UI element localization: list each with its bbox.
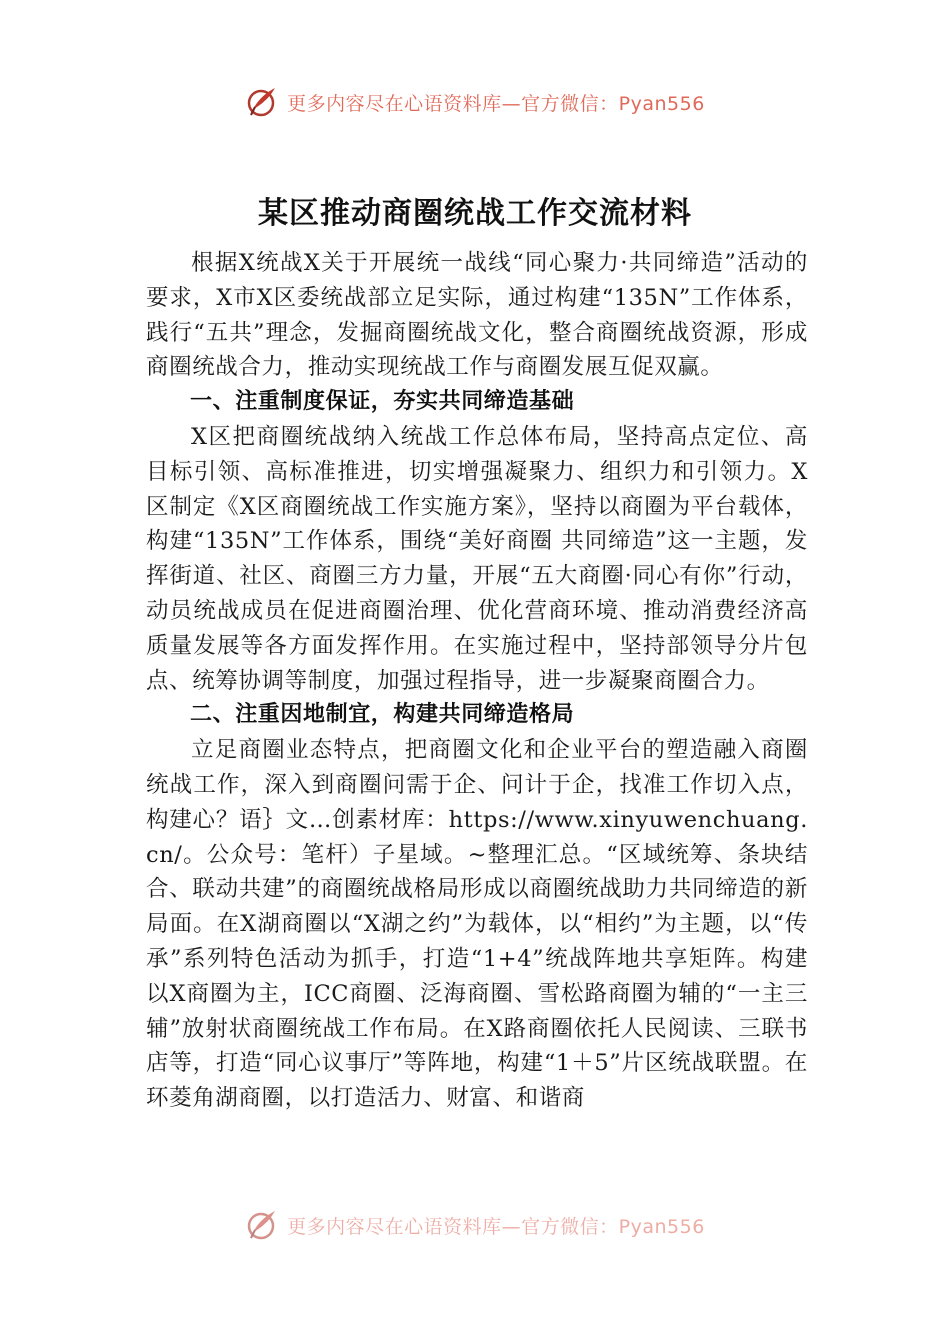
watermark-banner-top — [0, 82, 950, 122]
section-2-paragraph: 立足商圈业态特点，把商圈文化和企业平台的塑造融入商圈统战工作，深入到商圈问需于企、问计于企，找准工作切入点，构建心？语｝文…创素材库：https://www.xinyuwenchuang.cn/。公众号：笔杆）子星域。~整理汇总。“区域统筹、条块结合、联动共建”的商圈统战格局形成以商圈统战助力共同缔造的新局面。在X湖商圈以“X湖之约”为载体，以“相约”为主题，以“传承”系列特色活动为抓手，打造“1+4”统战阵地共享矩阵。构建以X商圈为主，ICC商圈、泛海商圈、雪松路商圈为辅的“一主三辅”放射状商圈统战工作布局。在X路商圈依托人民阅读、三联书店等，打造“同心议事厅”等阵地，构建“1＋5”片区统战联盟。在环菱角湖商圈，以打造活力、财富、和谐商 — [146, 737, 808, 1112]
quill-pen-circle-icon — [245, 85, 279, 119]
watermark-text: 更多内容尽在心语资料库—官方微信：Pyan556 — [287, 92, 705, 115]
watermark-banner-bottom — [0, 1205, 950, 1245]
section-1-paragraph: X区把商圈统战纳入统战工作总体布局，坚持高点定位、高目标引领、高标准推进，切实增强凝聚力、组织力和引领力。X区制定《X区商圈统战工作实施方案》，坚持以商圈为平台载体，构建“135N”工作体系，围绕“美好商圈 共同缔造”这一主题，发挥街道、社区、商圈三方力量，开展“五大商圈·同心有你”行动，动员统战成员在促进商圈治理、优化营商环境、推动消费经济高质量发展等各方面发挥作用。在实施过程中，坚持部领导分片包点、统筹协调等制度，加强过程指导，进一步凝聚商圈合力。 — [146, 423, 808, 694]
section-2-heading: 二、注重因地制宜，构建共同缔造格局 — [190, 702, 575, 728]
intro-paragraph: 根据X统战X关于开展统一战线“同心聚力·共同缔造”活动的要求，X市X区委统战部立足实际，通过构建“135N”工作体系，践行“五共”理念，发掘商圈统战文化，整合商圈统战资源，形成商圈统战合力，推动实现统战工作与商圈发展互促双赢。 — [146, 250, 808, 381]
watermark-text: 更多内容尽在心语资料库—官方微信：Pyan556 — [287, 1215, 705, 1238]
quill-pen-circle-icon — [245, 1208, 279, 1242]
document-title: 某区推动商圈统战工作交流材料 — [258, 196, 692, 231]
document-body — [146, 246, 808, 1218]
section-1-heading: 一、注重制度保证，夯实共同缔造基础 — [190, 389, 575, 415]
